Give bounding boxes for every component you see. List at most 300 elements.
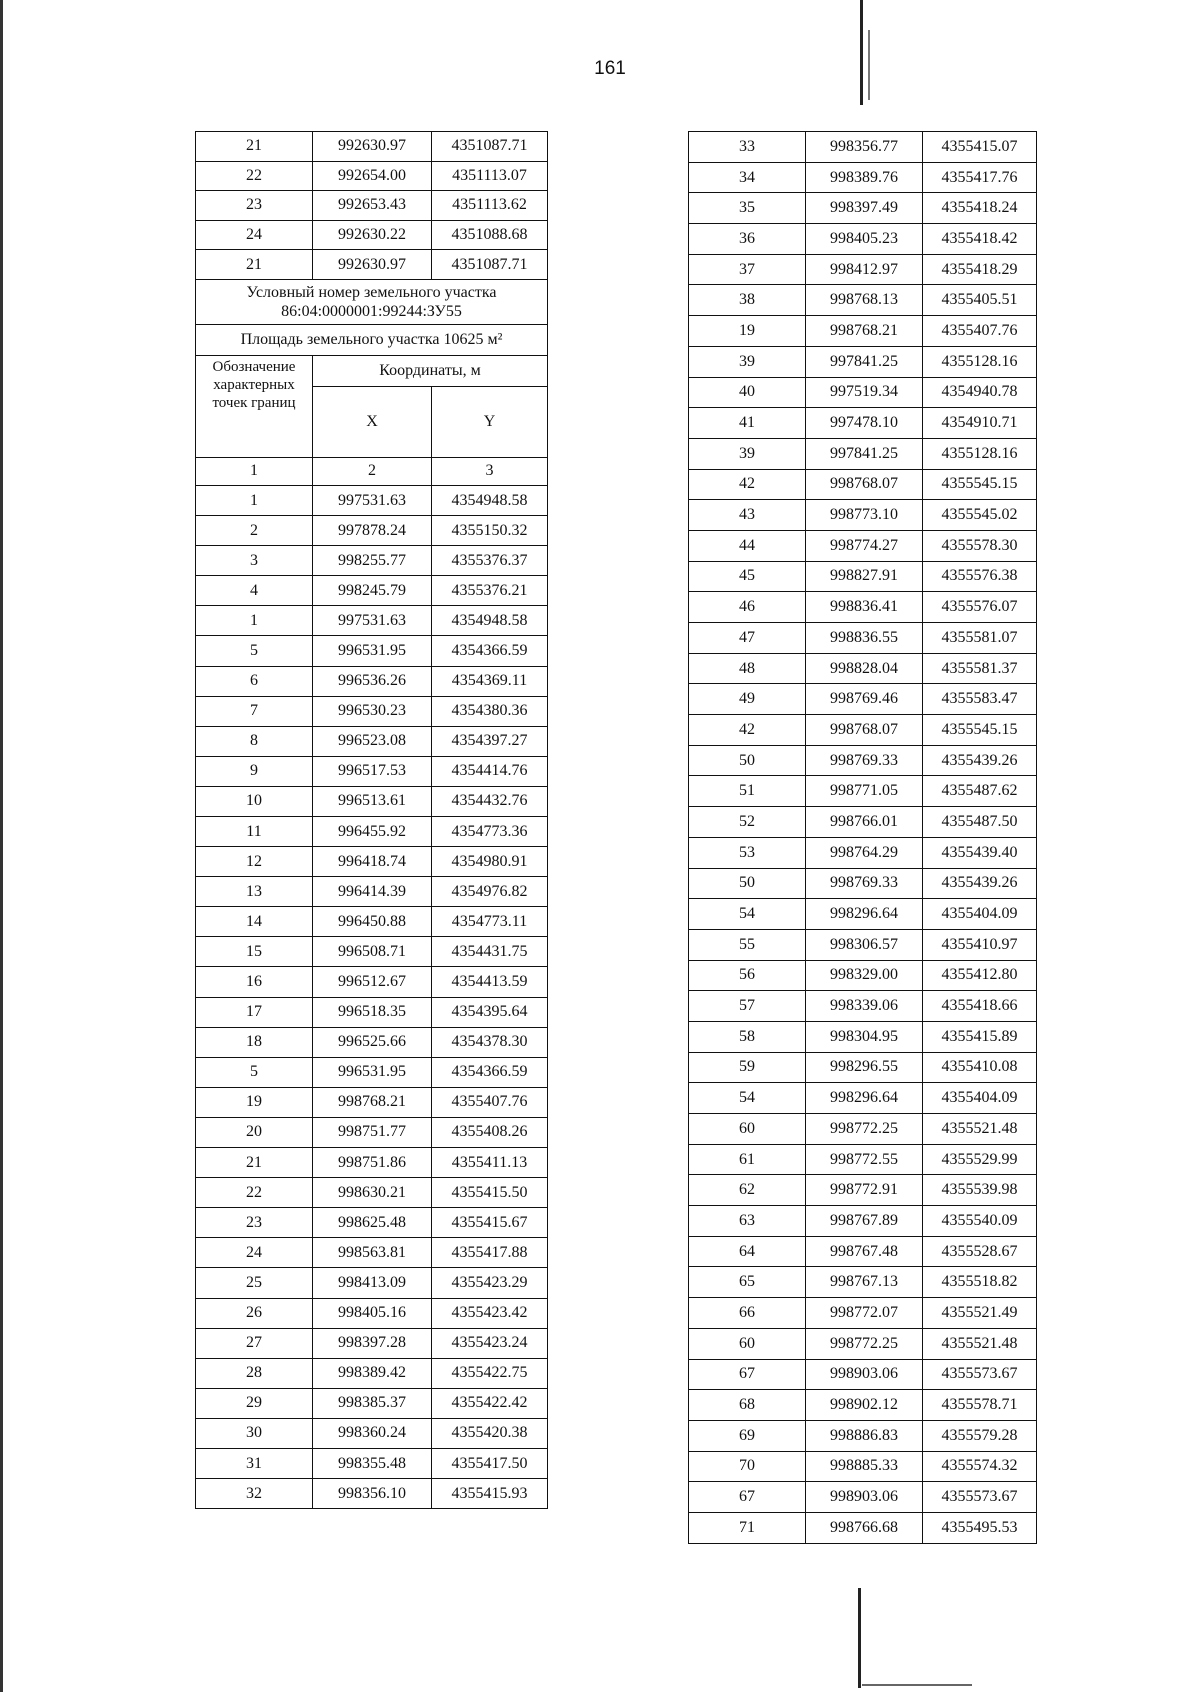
coordinate-y: 4355423.29 <box>432 1268 548 1298</box>
coordinate-x: 996517.53 <box>313 756 432 786</box>
coordinate-y: 4355579.28 <box>923 1420 1037 1451</box>
point-number: 68 <box>689 1390 806 1421</box>
table-row <box>196 817 548 847</box>
table-row <box>196 220 548 250</box>
coordinate-x: 996450.88 <box>313 907 432 937</box>
coordinate-y: 4355581.37 <box>923 653 1037 684</box>
coordinate-x: 998296.64 <box>806 1083 923 1114</box>
left-top-rows <box>196 132 548 280</box>
point-number: 55 <box>689 929 806 960</box>
point-number: 71 <box>689 1512 806 1543</box>
coordinate-y: 4355422.42 <box>432 1388 548 1418</box>
coordinate-x: 992654.00 <box>313 161 432 191</box>
table-row <box>196 967 548 997</box>
coordinate-y: 4355439.26 <box>923 868 1037 899</box>
designation-header: Обозначение характерных точек границ <box>196 355 313 457</box>
coordinate-x: 998360.24 <box>313 1418 432 1448</box>
point-number: 6 <box>196 666 313 696</box>
coordinate-y: 4355518.82 <box>923 1267 1037 1298</box>
coordinate-y: 4354366.59 <box>432 636 548 666</box>
point-number: 54 <box>689 1083 806 1114</box>
point-number: 44 <box>689 530 806 561</box>
point-number: 57 <box>689 991 806 1022</box>
coordinate-y: 4355528.67 <box>923 1236 1037 1267</box>
point-number: 28 <box>196 1358 313 1388</box>
coordinate-y: 4355404.09 <box>923 1083 1037 1114</box>
table-row <box>689 193 1037 224</box>
table-row <box>196 1418 548 1448</box>
table-row <box>196 1178 548 1208</box>
right-data-rows <box>689 132 1037 1544</box>
coordinate-x: 998397.28 <box>313 1328 432 1358</box>
coordinate-x: 997531.63 <box>313 606 432 636</box>
point-number: 60 <box>689 1114 806 1145</box>
point-number: 18 <box>196 1027 313 1057</box>
coordinate-x: 997841.25 <box>806 438 923 469</box>
point-number: 19 <box>689 316 806 347</box>
point-number: 49 <box>689 684 806 715</box>
coordinate-x: 998766.01 <box>806 807 923 838</box>
table-row <box>196 606 548 636</box>
table-row <box>196 1208 548 1238</box>
coordinate-x: 996513.61 <box>313 786 432 816</box>
table-row <box>196 576 548 606</box>
point-number: 42 <box>689 469 806 500</box>
coordinate-y: 4355410.97 <box>923 929 1037 960</box>
point-number: 40 <box>689 377 806 408</box>
table-row <box>689 285 1037 316</box>
page-edge-left <box>0 0 3 1692</box>
table-row <box>196 696 548 726</box>
coordinate-y: 4355418.24 <box>923 193 1037 224</box>
point-number: 41 <box>689 408 806 439</box>
coordinate-x: 998772.91 <box>806 1175 923 1206</box>
point-number: 19 <box>196 1087 313 1117</box>
table-row <box>689 469 1037 500</box>
coordinate-y: 4351113.62 <box>432 191 548 221</box>
table-row <box>196 847 548 877</box>
binding-mark-top <box>860 0 863 105</box>
table-row <box>689 745 1037 776</box>
point-number: 26 <box>196 1298 313 1328</box>
table-row <box>689 837 1037 868</box>
coordinate-x: 998405.23 <box>806 224 923 255</box>
point-number: 56 <box>689 960 806 991</box>
table-row <box>689 1482 1037 1513</box>
table-row <box>196 877 548 907</box>
coordinate-x: 998836.41 <box>806 592 923 623</box>
coordinate-x: 998768.07 <box>806 715 923 746</box>
table-row <box>689 1420 1037 1451</box>
coordinate-x: 998630.21 <box>313 1178 432 1208</box>
coordinate-y: 4355439.26 <box>923 745 1037 776</box>
coordinate-y: 4355376.21 <box>432 576 548 606</box>
coordinate-y: 4354366.59 <box>432 1057 548 1087</box>
point-number: 21 <box>196 1148 313 1178</box>
coordinate-x: 998768.13 <box>806 285 923 316</box>
coordinate-x: 998389.42 <box>313 1358 432 1388</box>
coordinate-y: 4355574.32 <box>923 1451 1037 1482</box>
table-row <box>196 1027 548 1057</box>
coordinate-y: 4355439.40 <box>923 837 1037 868</box>
column-number-2: 2 <box>313 457 432 485</box>
table-row <box>196 786 548 816</box>
table-row <box>196 250 548 280</box>
coordinate-y: 4355539.98 <box>923 1175 1037 1206</box>
coordinate-x: 998766.68 <box>806 1512 923 1543</box>
coordinate-y: 4355521.48 <box>923 1114 1037 1145</box>
table-row <box>689 807 1037 838</box>
coordinate-x: 998769.33 <box>806 745 923 776</box>
coordinate-y: 4355487.50 <box>923 807 1037 838</box>
table-row <box>196 485 548 515</box>
point-number: 31 <box>196 1448 313 1478</box>
point-number: 38 <box>689 285 806 316</box>
table-row <box>689 530 1037 561</box>
coordinate-y: 4355545.15 <box>923 715 1037 746</box>
table-row <box>689 899 1037 930</box>
coordinate-x: 992630.97 <box>313 250 432 280</box>
coordinate-y: 4351113.07 <box>432 161 548 191</box>
coordinate-y: 4355404.09 <box>923 899 1037 930</box>
coordinate-y: 4355495.53 <box>923 1512 1037 1543</box>
table-row <box>196 1298 548 1328</box>
table-row <box>689 592 1037 623</box>
table-row <box>689 408 1037 439</box>
coordinate-x: 998255.77 <box>313 546 432 576</box>
point-number: 36 <box>689 224 806 255</box>
table-row <box>196 1117 548 1147</box>
coordinate-y: 4351087.71 <box>432 132 548 162</box>
point-number: 66 <box>689 1298 806 1329</box>
point-number: 50 <box>689 868 806 899</box>
coordinate-y: 4355578.71 <box>923 1390 1037 1421</box>
table-row <box>689 1052 1037 1083</box>
point-number: 24 <box>196 220 313 250</box>
coordinate-y: 4355545.02 <box>923 500 1037 531</box>
table-row <box>196 191 548 221</box>
point-number: 70 <box>689 1451 806 1482</box>
point-number: 58 <box>689 1021 806 1052</box>
coordinate-x: 996512.67 <box>313 967 432 997</box>
coordinate-x: 998413.09 <box>313 1268 432 1298</box>
point-number: 35 <box>689 193 806 224</box>
coordinate-y: 4355415.50 <box>432 1178 548 1208</box>
coordinate-x: 998405.16 <box>313 1298 432 1328</box>
table-row <box>689 684 1037 715</box>
point-number: 17 <box>196 997 313 1027</box>
coordinate-x: 998355.48 <box>313 1448 432 1478</box>
coordinate-x: 996531.95 <box>313 1057 432 1087</box>
table-row <box>689 776 1037 807</box>
coordinate-y: 4355422.75 <box>432 1358 548 1388</box>
coordinate-y: 4355540.09 <box>923 1206 1037 1237</box>
point-number: 16 <box>196 967 313 997</box>
point-number: 65 <box>689 1267 806 1298</box>
table-row <box>196 1358 548 1388</box>
point-number: 9 <box>196 756 313 786</box>
coordinate-y: 4354413.59 <box>432 967 548 997</box>
table-row <box>196 1268 548 1298</box>
column-number-1: 1 <box>196 457 313 485</box>
point-number: 11 <box>196 817 313 847</box>
table-row <box>689 1206 1037 1237</box>
coordinate-y: 4355407.76 <box>923 316 1037 347</box>
coordinate-y: 4355529.99 <box>923 1144 1037 1175</box>
coordinate-x: 997531.63 <box>313 485 432 515</box>
point-number: 43 <box>689 500 806 531</box>
cadastral-label: Условный номер земельного участка <box>246 283 497 301</box>
point-number: 21 <box>196 132 313 162</box>
point-number: 42 <box>689 715 806 746</box>
point-number: 64 <box>689 1236 806 1267</box>
point-number: 13 <box>196 877 313 907</box>
point-number: 67 <box>689 1359 806 1390</box>
coordinate-y: 4355415.67 <box>432 1208 548 1238</box>
table-row <box>689 316 1037 347</box>
point-number: 46 <box>689 592 806 623</box>
point-number: 39 <box>689 346 806 377</box>
point-number: 60 <box>689 1328 806 1359</box>
coordinate-y: 4355420.38 <box>432 1418 548 1448</box>
table-row <box>689 623 1037 654</box>
coordinate-x: 998245.79 <box>313 576 432 606</box>
table-row <box>689 1328 1037 1359</box>
coordinate-x: 997878.24 <box>313 516 432 546</box>
coordinate-x: 992630.97 <box>313 132 432 162</box>
coordinate-x: 998902.12 <box>806 1390 923 1421</box>
coordinate-y: 4355150.32 <box>432 516 548 546</box>
coordinate-x: 996536.26 <box>313 666 432 696</box>
table-row <box>689 1021 1037 1052</box>
left-coordinates-table <box>195 131 548 1509</box>
point-number: 25 <box>196 1268 313 1298</box>
x-header: X <box>313 386 432 457</box>
table-row <box>689 1512 1037 1543</box>
point-number: 7 <box>196 696 313 726</box>
binding-mark-top-right <box>868 30 870 100</box>
point-number: 10 <box>196 786 313 816</box>
point-number: 62 <box>689 1175 806 1206</box>
land-area: Площадь земельного участка 10625 м² <box>196 324 548 355</box>
coordinate-x: 997519.34 <box>806 377 923 408</box>
coordinate-x: 998836.55 <box>806 623 923 654</box>
point-number: 54 <box>689 899 806 930</box>
point-number: 5 <box>196 636 313 666</box>
coordinate-y: 4355128.16 <box>923 438 1037 469</box>
coordinate-x: 998903.06 <box>806 1359 923 1390</box>
coordinate-y: 4354940.78 <box>923 377 1037 408</box>
point-number: 8 <box>196 726 313 756</box>
table-row <box>196 1057 548 1087</box>
coordinate-y: 4354378.30 <box>432 1027 548 1057</box>
right-coordinates-table <box>688 131 1037 1544</box>
point-number: 45 <box>689 561 806 592</box>
table-row <box>196 1238 548 1268</box>
table-row <box>689 1114 1037 1145</box>
point-number: 39 <box>689 438 806 469</box>
point-number: 30 <box>196 1418 313 1448</box>
coordinate-x: 998773.10 <box>806 500 923 531</box>
coordinate-y: 4354980.91 <box>432 847 548 877</box>
coordinate-x: 998772.25 <box>806 1114 923 1145</box>
coordinate-y: 4355573.67 <box>923 1359 1037 1390</box>
left-data-rows <box>196 485 548 1508</box>
coordinate-x: 998397.49 <box>806 193 923 224</box>
point-number: 20 <box>196 1117 313 1147</box>
point-number: 67 <box>689 1482 806 1513</box>
point-number: 34 <box>689 162 806 193</box>
table-row <box>689 991 1037 1022</box>
coordinate-x: 998764.29 <box>806 837 923 868</box>
point-number: 23 <box>196 191 313 221</box>
coordinate-x: 996523.08 <box>313 726 432 756</box>
point-number: 37 <box>689 254 806 285</box>
coordinate-y: 4354773.36 <box>432 817 548 847</box>
coordinate-y: 4355407.76 <box>432 1087 548 1117</box>
coordinate-x: 992653.43 <box>313 191 432 221</box>
point-number: 32 <box>196 1479 313 1509</box>
table-row <box>689 1236 1037 1267</box>
coordinate-x: 997841.25 <box>806 346 923 377</box>
table-row <box>689 1175 1037 1206</box>
coordinate-y: 4355521.48 <box>923 1328 1037 1359</box>
table-row <box>196 756 548 786</box>
coordinate-y: 4355410.08 <box>923 1052 1037 1083</box>
coordinate-y: 4351088.68 <box>432 220 548 250</box>
coordinate-y: 4354948.58 <box>432 485 548 515</box>
coordinate-x: 998903.06 <box>806 1482 923 1513</box>
table-row <box>689 224 1037 255</box>
table-row <box>689 346 1037 377</box>
coordinate-x: 998296.64 <box>806 899 923 930</box>
coordinate-x: 998356.77 <box>806 132 923 163</box>
point-number: 53 <box>689 837 806 868</box>
table-row <box>196 636 548 666</box>
point-number: 52 <box>689 807 806 838</box>
cadastral-number-cell <box>196 279 548 324</box>
coordinate-y: 4354432.76 <box>432 786 548 816</box>
point-number: 61 <box>689 1144 806 1175</box>
table-row <box>689 500 1037 531</box>
table-row <box>689 1359 1037 1390</box>
coordinate-y: 4355128.16 <box>923 346 1037 377</box>
table-row <box>689 868 1037 899</box>
coordinate-x: 998296.55 <box>806 1052 923 1083</box>
table-row <box>689 254 1037 285</box>
table-row <box>689 715 1037 746</box>
point-number: 3 <box>196 546 313 576</box>
coordinate-x: 998772.07 <box>806 1298 923 1329</box>
coordinate-y: 4355423.24 <box>432 1328 548 1358</box>
coordinate-y: 4355418.42 <box>923 224 1037 255</box>
table-row <box>196 1087 548 1117</box>
table-row <box>196 132 548 162</box>
coordinate-x: 998768.21 <box>806 316 923 347</box>
coordinate-x: 998772.55 <box>806 1144 923 1175</box>
coordinate-x: 998329.00 <box>806 960 923 991</box>
cadastral-number: 86:04:0000001:99244:ЗУ55 <box>281 302 462 320</box>
table-row <box>689 1267 1037 1298</box>
table-row <box>196 726 548 756</box>
coordinate-x: 998385.37 <box>313 1388 432 1418</box>
coordinate-x: 996414.39 <box>313 877 432 907</box>
table-row <box>689 377 1037 408</box>
coordinate-y: 4355415.89 <box>923 1021 1037 1052</box>
coordinate-y: 4355576.38 <box>923 561 1037 592</box>
point-number: 15 <box>196 937 313 967</box>
coordinate-y: 4355578.30 <box>923 530 1037 561</box>
coordinate-y: 4355573.67 <box>923 1482 1037 1513</box>
coordinate-y: 4355405.51 <box>923 285 1037 316</box>
coordinate-x: 998827.91 <box>806 561 923 592</box>
table-row <box>689 1390 1037 1421</box>
coordinate-y: 4355376.37 <box>432 546 548 576</box>
table-row <box>196 1388 548 1418</box>
coordinate-x: 998625.48 <box>313 1208 432 1238</box>
table-row <box>196 937 548 967</box>
coordinate-y: 4355521.49 <box>923 1298 1037 1329</box>
coordinate-y: 4355415.07 <box>923 132 1037 163</box>
coordinate-y: 4355545.15 <box>923 469 1037 500</box>
coordinate-y: 4354910.71 <box>923 408 1037 439</box>
table-row <box>689 1144 1037 1175</box>
table-row <box>689 960 1037 991</box>
coordinate-y: 4355423.42 <box>432 1298 548 1328</box>
point-number: 29 <box>196 1388 313 1418</box>
point-number: 33 <box>689 132 806 163</box>
coordinate-x: 996508.71 <box>313 937 432 967</box>
point-number: 12 <box>196 847 313 877</box>
coordinate-y: 4354414.76 <box>432 756 548 786</box>
coordinate-x: 998389.76 <box>806 162 923 193</box>
page-number: 161 <box>594 58 626 79</box>
table-row <box>196 1148 548 1178</box>
coordinate-x: 998751.77 <box>313 1117 432 1147</box>
coordinate-x: 998339.06 <box>806 991 923 1022</box>
point-number: 1 <box>196 606 313 636</box>
point-number: 48 <box>689 653 806 684</box>
coordinate-x: 998412.97 <box>806 254 923 285</box>
table-row <box>689 1451 1037 1482</box>
coordinate-y: 4355417.76 <box>923 162 1037 193</box>
coordinate-x: 996518.35 <box>313 997 432 1027</box>
point-number: 27 <box>196 1328 313 1358</box>
coordinate-y: 4355576.07 <box>923 592 1037 623</box>
coordinate-y: 4354397.27 <box>432 726 548 756</box>
coordinate-x: 996530.23 <box>313 696 432 726</box>
coordinate-x: 998751.86 <box>313 1148 432 1178</box>
table-row <box>196 516 548 546</box>
point-number: 2 <box>196 516 313 546</box>
coordinate-y: 4355408.26 <box>432 1117 548 1147</box>
coordinate-y: 4355487.62 <box>923 776 1037 807</box>
coordinate-y: 4355415.93 <box>432 1479 548 1509</box>
table-row <box>196 546 548 576</box>
coordinate-x: 996455.92 <box>313 817 432 847</box>
coordinate-x: 998767.48 <box>806 1236 923 1267</box>
table-row <box>689 561 1037 592</box>
point-number: 14 <box>196 907 313 937</box>
coordinate-x: 998767.89 <box>806 1206 923 1237</box>
column-number-3: 3 <box>432 457 548 485</box>
coordinate-x: 996418.74 <box>313 847 432 877</box>
table-row <box>689 1298 1037 1329</box>
table-row <box>689 1083 1037 1114</box>
coordinate-y: 4354948.58 <box>432 606 548 636</box>
coordinate-x: 998771.05 <box>806 776 923 807</box>
table-row <box>689 132 1037 163</box>
